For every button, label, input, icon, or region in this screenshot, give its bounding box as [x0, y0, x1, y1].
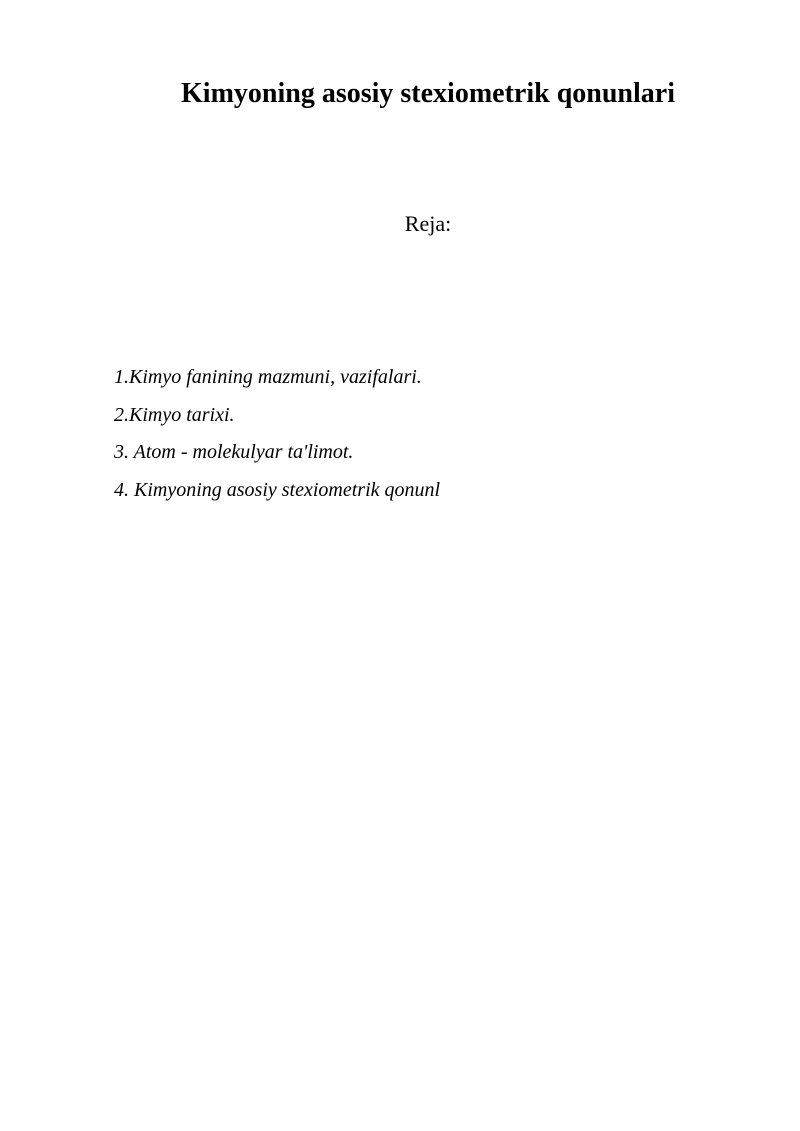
plan-heading: Reja: — [404, 211, 452, 236]
plan-list — [114, 364, 440, 514]
plan-item-3: 3. Atom - molekulyar ta'limot. — [114, 441, 354, 463]
document-title: Kimyoning asosiy stexiometrik qonunlari — [181, 78, 675, 109]
plan-item-1: 1.Kimyo fanining mazmuni, vazifalari. — [114, 366, 422, 388]
plan-item-2: 2.Kimyo tarixi. — [114, 403, 235, 426]
plan-item-4: 4. Kimyoning asosiy stexiometrik qonunl — [114, 478, 441, 501]
